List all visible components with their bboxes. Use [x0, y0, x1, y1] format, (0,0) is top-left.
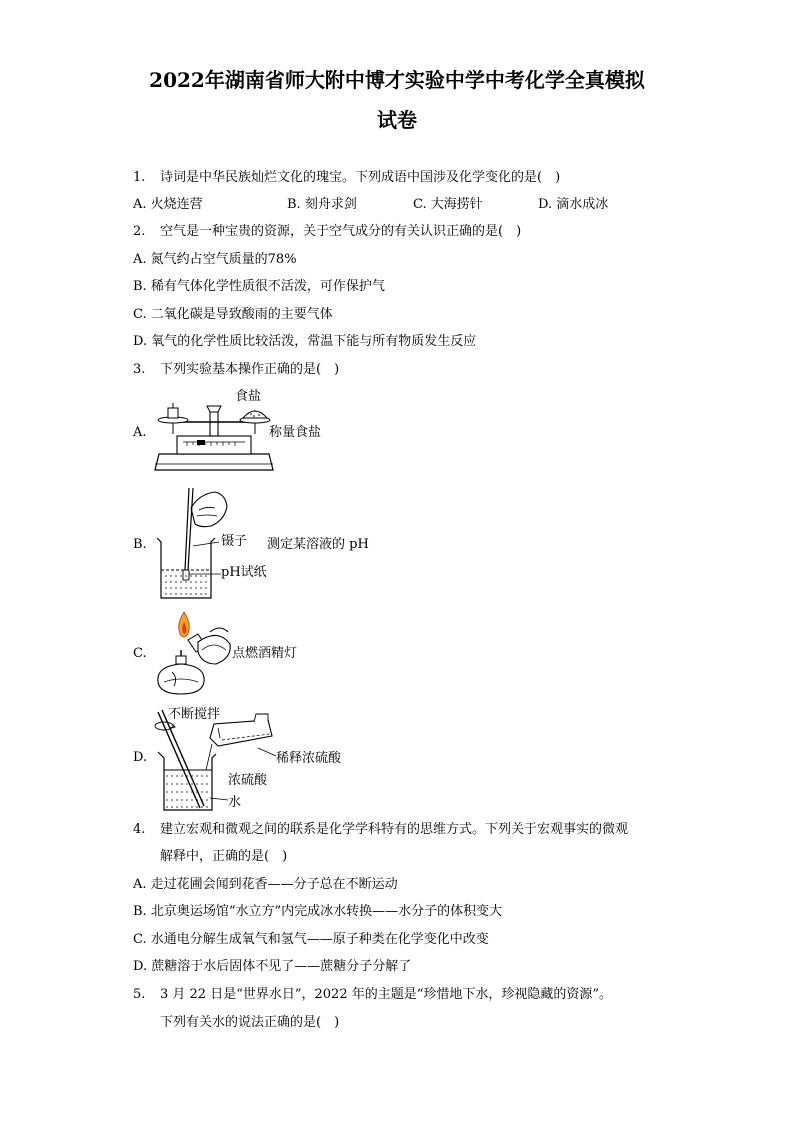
dilution-figure	[154, 708, 278, 812]
ph-test-figure	[155, 486, 227, 602]
q2-text: 空气是一种宝贵的资源，关于空气成分的有关认识正确的是( )	[160, 224, 522, 239]
q3-d-water-label: 水	[228, 795, 242, 810]
q3-text: 下列实验基本操作正确的是( )	[160, 362, 340, 377]
page-title-line2: 试卷	[377, 108, 417, 132]
q3-option-b-letter: B.	[133, 537, 147, 552]
q3-b-tweezers-label: 镊子	[221, 534, 248, 549]
q4-number: 4.	[133, 822, 146, 837]
q2-number: 2.	[133, 224, 146, 239]
q4-option-c: C. 水通电分解生成氧气和氢气——原子种类在化学变化中改变	[133, 932, 489, 947]
q3-b-ph-paper-label: pH试纸	[221, 565, 267, 580]
q5-number: 5.	[133, 987, 146, 1002]
balance-figure	[155, 398, 273, 476]
q1-option-a: A. 火烧连营	[133, 197, 203, 212]
q3-number: 3.	[133, 362, 146, 377]
q4-option-d: D. 蔗糖溶于水后固体不见了——蔗糖分子分解了	[133, 959, 412, 974]
q5-text-line1: 3 月 22 日是“世界水日”，2022 年的主题是“珍惜地下水，珍视隐藏的资源”。	[160, 987, 613, 1002]
q3-d-dilute-label: 稀释浓硫酸	[276, 751, 342, 766]
q3-a-caption: 称量食盐	[269, 425, 322, 440]
page-title-line1: 2022年湖南省师大附中博才实验中学中考化学全真模拟	[149, 68, 645, 92]
q2-option-d: D. 氧气的化学性质比较活泼，常温下能与所有物质发生反应	[133, 334, 477, 349]
q1-text: 诗词是中华民族灿烂文化的瑰宝。下列成语中国涉及化学变化的是( )	[160, 170, 561, 185]
q1-option-b: B. 刻舟求剑	[287, 197, 357, 212]
q4-option-a: A. 走过花圃会闻到花香——分子总在不断运动	[133, 877, 398, 892]
q3-d-acid-label: 浓硫酸	[228, 773, 268, 788]
alcohol-lamp-figure	[154, 610, 234, 698]
q2-option-c: C. 二氧化碳是导致酸雨的主要气体	[133, 307, 333, 322]
q2-option-a: A. 氮气约占空气质量的78%	[133, 252, 297, 267]
q4-text-line1: 建立宏观和微观之间的联系是化学学科特有的思维方式。下列关于宏观事实的微观	[160, 822, 629, 837]
q2-option-b: B. 稀有气体化学性质很不活泼，可作保护气	[133, 279, 385, 294]
q1-option-c: C. 大海捞针	[413, 197, 483, 212]
q3-b-caption: 测定某溶液的 pH	[267, 537, 369, 552]
q4-option-b: B. 北京奥运场馆“水立方”内完成冰水转换——水分子的体积变大	[133, 904, 503, 919]
q1-number: 1.	[133, 170, 146, 185]
q3-option-a-letter: A.	[133, 425, 147, 440]
q3-c-caption: 点燃酒精灯	[232, 646, 298, 661]
q3-option-d-letter: D.	[133, 750, 148, 765]
q3-d-stir-label: 不断搅拌	[168, 707, 221, 722]
q5-text-line2: 下列有关水的说法正确的是( )	[160, 1015, 340, 1030]
q3-option-c-letter: C.	[133, 646, 147, 661]
q3-a-salt-label: 食盐	[235, 389, 262, 404]
q4-text-line2: 解释中，正确的是( )	[160, 849, 288, 864]
q1-option-d: D. 滴水成冰	[538, 197, 609, 212]
